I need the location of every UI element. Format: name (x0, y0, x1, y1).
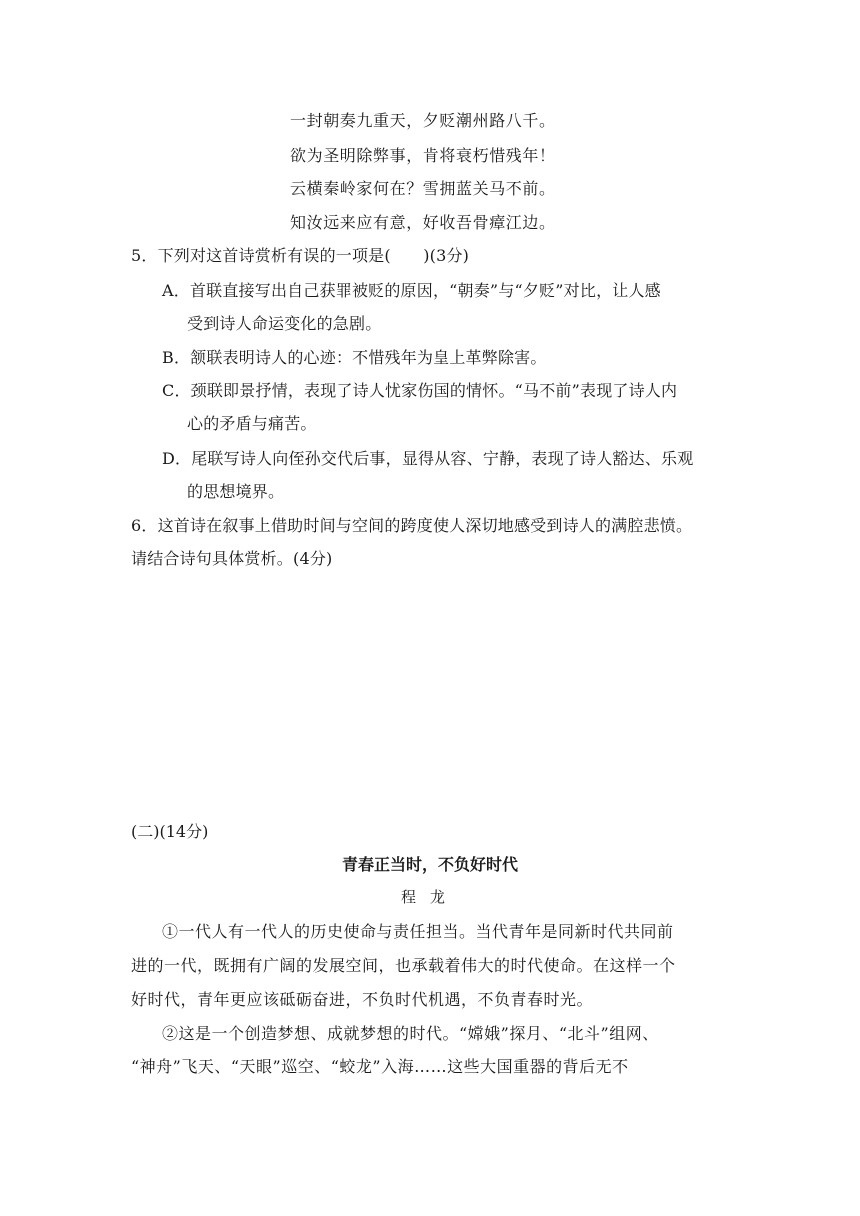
paragraph-1-line-3: 好时代，青年更应该砥砺奋进，不负时代机遇，不负青春时光。 (131, 990, 594, 1009)
poem-line-3: 云横秦岭家何在？雪拥蓝关马不前。 (290, 179, 556, 198)
question-6-line-2: 请结合诗句具体赏析。(4分) (131, 549, 333, 568)
article-author: 程龙 (400, 888, 459, 906)
option-d-line-2: 的思想境界。 (187, 482, 285, 501)
option-c-line-2: 心的矛盾与痛苦。 (187, 414, 317, 433)
paragraph-2-line-2: “神舟”飞天、“天眼”巡空、“蛟龙”入海……这些大国重器的背后无不 (131, 1057, 629, 1076)
option-a-line-2: 受到诗人命运变化的急剧。 (187, 314, 382, 333)
option-c-line-1: C．颈联即景抒情，表现了诗人忧家伤国的情怀。“马不前”表现了诗人内 (162, 381, 678, 400)
question-6-line-1: 6．这首诗在叙事上借助时间与空间的跨度使人深切地感受到诗人的满腔悲愤。 (131, 516, 693, 535)
poem-line-2: 欲为圣明除弊事，肯将衰朽惜残年！ (290, 146, 556, 165)
article-title: 青春正当时，不负好时代 (341, 855, 518, 874)
paragraph-1-line-1: ①一代人有一代人的历史使命与责任担当。当代青年是同新时代共同前 (162, 922, 674, 941)
paragraph-1-line-2: 进的一代，既拥有广阔的发展空间，也承载着伟大的时代使命。在这样一个 (131, 956, 676, 975)
poem-line-1: 一封朝奏九重天，夕贬潮州路八千。 (290, 111, 556, 130)
option-a-line-1: A．首联直接写出自己获罪被贬的原因，“朝奏”与“夕贬”对比，让人感 (162, 281, 661, 300)
paragraph-2-line-1: ②这是一个创造梦想、成就梦想的时代。“嫦娥”探月、“北斗”组网、 (162, 1024, 659, 1043)
option-d-line-1: D．尾联写诗人向侄孙交代后事，显得从容、宁静，表现了诗人豁达、乐观 (162, 449, 694, 468)
option-b-line-1: B．颔联表明诗人的心迹：不惜残年为皇上革弊除害。 (162, 348, 547, 367)
section-2-header: (二)(14分) (131, 822, 209, 841)
question-5-stem: 5．下列对这首诗赏析有误的一项是( )(3分) (131, 246, 470, 265)
poem-line-4: 知汝远来应有意，好收吾骨瘴江边。 (290, 213, 556, 232)
